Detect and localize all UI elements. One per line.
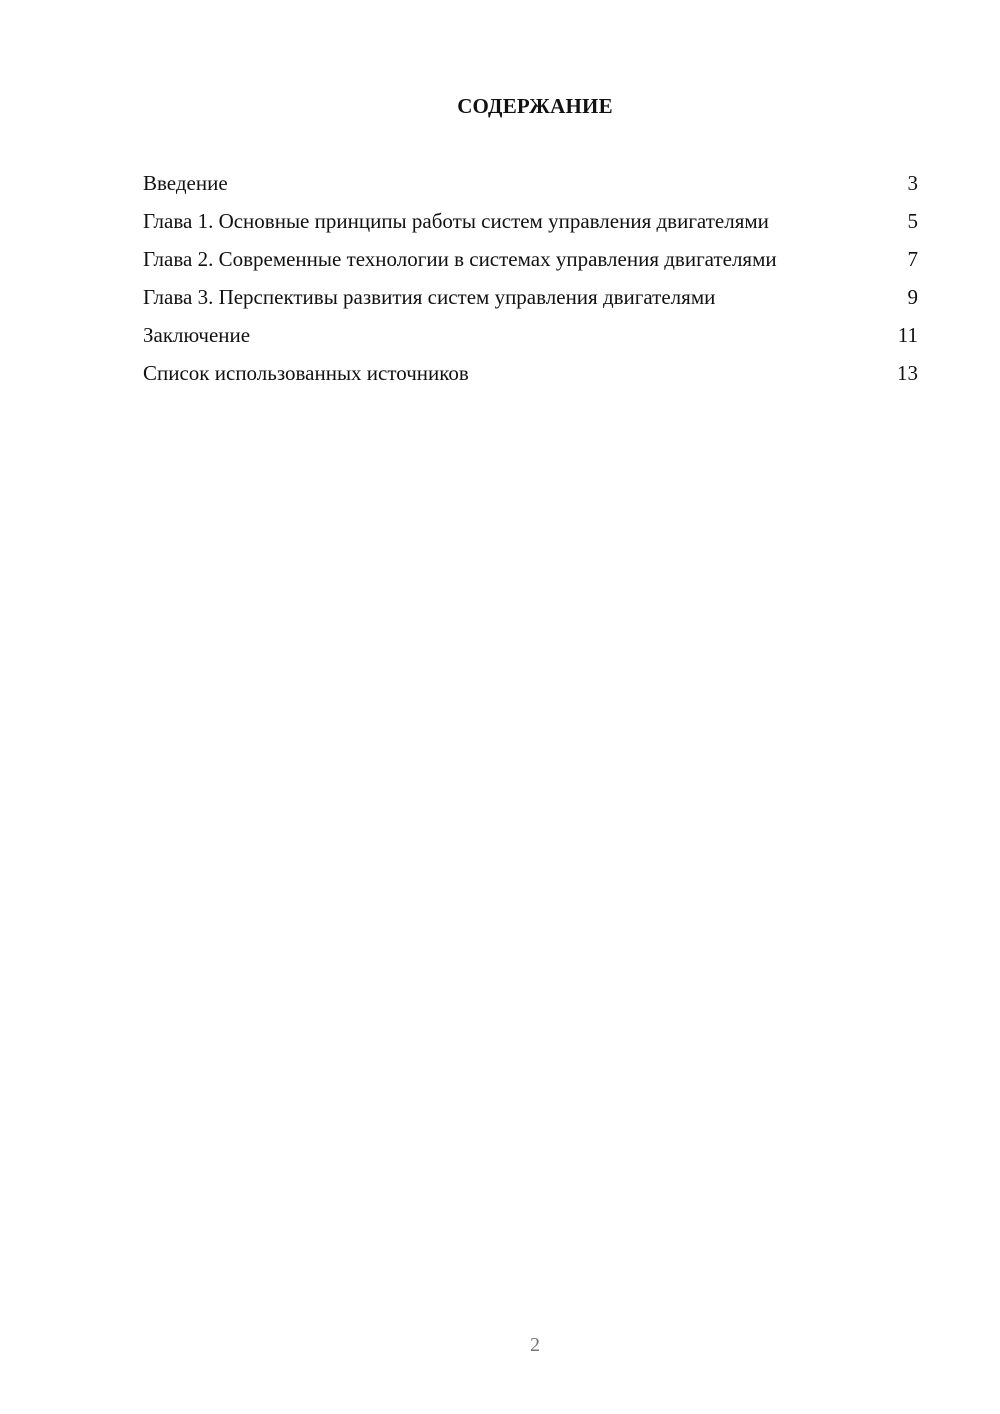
- toc-item-references: [143, 360, 918, 386]
- toc-item-text: Список использованных источников: [143, 361, 469, 385]
- toc-item-chapter-2: [143, 246, 918, 272]
- toc-item-text: Заключение: [143, 323, 251, 347]
- toc-item-text: Введение: [143, 171, 228, 195]
- toc-item-page: 5: [907, 209, 918, 233]
- toc-item-introduction: [143, 170, 918, 196]
- toc-item-page: 9: [907, 285, 918, 309]
- toc-item-page: 11: [897, 323, 918, 347]
- toc-title: СОДЕРЖАНИЕ: [457, 94, 613, 118]
- table-of-contents: [143, 170, 918, 398]
- toc-item-text: Глава 2. Современные технологии в системах управления двигателями: [143, 247, 777, 271]
- toc-item-chapter-1: [143, 208, 918, 234]
- toc-item-page: 7: [907, 247, 918, 271]
- toc-item-page: 3: [907, 171, 918, 195]
- toc-item-text: Глава 3. Перспективы развития систем управления двигателями: [143, 285, 716, 309]
- toc-item-conclusion: [143, 322, 918, 348]
- toc-item-page: 13: [897, 361, 918, 385]
- page-number: 2: [530, 1334, 540, 1356]
- toc-item-chapter-3: [143, 284, 918, 310]
- toc-item-text: Глава 1. Основные принципы работы систем управления двигателями: [143, 209, 769, 233]
